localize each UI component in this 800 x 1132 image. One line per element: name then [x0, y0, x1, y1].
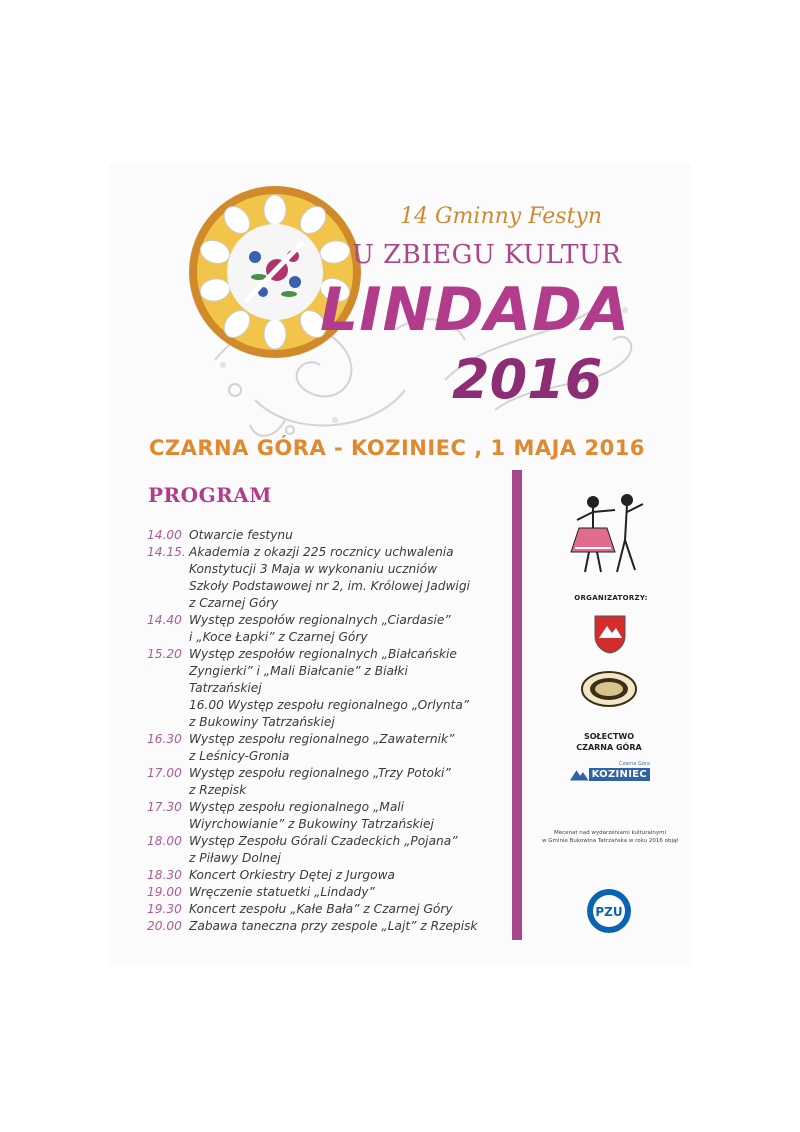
divider-bar — [512, 470, 522, 940]
koziniec-badge — [570, 767, 650, 781]
entry-text: Zabawa taneczna przy zespole „Lajt” z Rzepisk — [189, 919, 478, 933]
place-date: CZARNA GÓRA - KOZINIEC , 1 MAJA 2016 — [149, 436, 645, 460]
entry-text: Otwarcie festynu — [189, 528, 293, 542]
schedule-entry — [147, 884, 507, 901]
entry-time: 19.00 — [147, 885, 182, 899]
entry-text: Wręczenie statuetki „Lindady” — [189, 885, 375, 899]
schedule-entry — [147, 646, 507, 731]
seal-logo — [580, 670, 638, 708]
festival-name: LINDADA — [320, 275, 631, 345]
entry-text: Występ zespołu regionalnego „Zawaternik” z Leśnicy-Gronia — [189, 732, 455, 763]
entry-time: 17.00 — [147, 766, 182, 780]
entry-time: 19.30 — [147, 902, 182, 916]
entry-text: Występ zespołów regionalnych „Białcańskie Zyngierki” i „Mali Białcanie” z Białki Tatrzańskiej 16.00 Występ zespołu regionalnego „Orlynta” z Bukowiny Tatrzańskiej — [189, 647, 470, 729]
koziniec-logo — [570, 761, 650, 787]
gmina-crest-logo — [593, 612, 627, 654]
schedule-entry — [147, 833, 507, 867]
koziniec-text: KOZINIEC — [589, 768, 650, 781]
entry-text: Koncert Orkiestry Dętej z Jurgowa — [189, 868, 396, 882]
schedule-entry — [147, 527, 507, 544]
patronage-text: Mecenat nad wydarzeniami kulturalnymi w Gminie Bukowina Tatrzańska w roku 2016 objął — [542, 830, 678, 844]
entry-time: 14.40 — [147, 613, 182, 627]
entry-text: Akademia z okazji 225 rocznicy uchwalenia Konstytucji 3 Maja w wykonaniu uczniów Szkoły Podstawowej nr 2, im. Królowej Jadwigi z Czarnej Góry — [189, 545, 470, 610]
entry-text: Występ zespołu regionalnego „Mali Wiyrchowianie” z Bukowiny Tatrzańskiej — [189, 800, 434, 831]
entry-time: 14.15. — [147, 545, 186, 559]
schedule-entry — [147, 731, 507, 765]
folk-dancers-illustration — [565, 490, 655, 580]
entry-time: 20.00 — [147, 919, 182, 933]
schedule-entry — [147, 765, 507, 799]
entry-time: 17.30 — [147, 800, 182, 814]
pzu-logo — [586, 888, 632, 934]
entry-time: 16.30 — [147, 732, 182, 746]
mountain-icon — [570, 767, 589, 781]
entry-time: 14.00 — [147, 528, 182, 542]
festival-tagline: U ZBIEGU KULTUR — [352, 240, 622, 270]
entry-time: 15.20 — [147, 647, 182, 661]
schedule-entry — [147, 799, 507, 833]
schedule-entry — [147, 918, 507, 935]
patronage-note — [540, 829, 680, 845]
koziniec-subtitle: Czarna Góra — [618, 761, 650, 767]
schedule-entry — [147, 867, 507, 884]
entry-text: Występ Zespołu Górali Czadeckich „Pojana” z Piławy Dolnej — [189, 834, 458, 865]
entry-time: 18.00 — [147, 834, 182, 848]
pzu-text: PZU — [595, 905, 623, 919]
schedule-entry — [147, 612, 507, 646]
schedule-entry — [147, 901, 507, 918]
solectwo-text: SOŁECTWO CZARNA GÓRA — [576, 732, 642, 752]
entry-text: Występ zespołu regionalnego „Trzy Potoki” z Rzepisk — [189, 766, 451, 797]
festival-subtitle: 14 Gminny Festyn — [400, 204, 603, 229]
entry-text: Występ zespołów regionalnych „Ciardasie” i „Koce Łapki” z Czarnej Góry — [189, 613, 451, 644]
program-schedule — [147, 527, 507, 935]
organizers-label: ORGANIZATORZY: — [574, 594, 648, 602]
entry-text: Koncert zespołu „Kałe Bała” z Czarnej Góry — [189, 902, 453, 916]
program-title: PROGRAM — [148, 483, 272, 507]
solectwo-label — [560, 731, 658, 753]
entry-time: 18.30 — [147, 868, 182, 882]
schedule-entry — [147, 544, 507, 612]
festival-year: 2016 — [452, 348, 603, 411]
